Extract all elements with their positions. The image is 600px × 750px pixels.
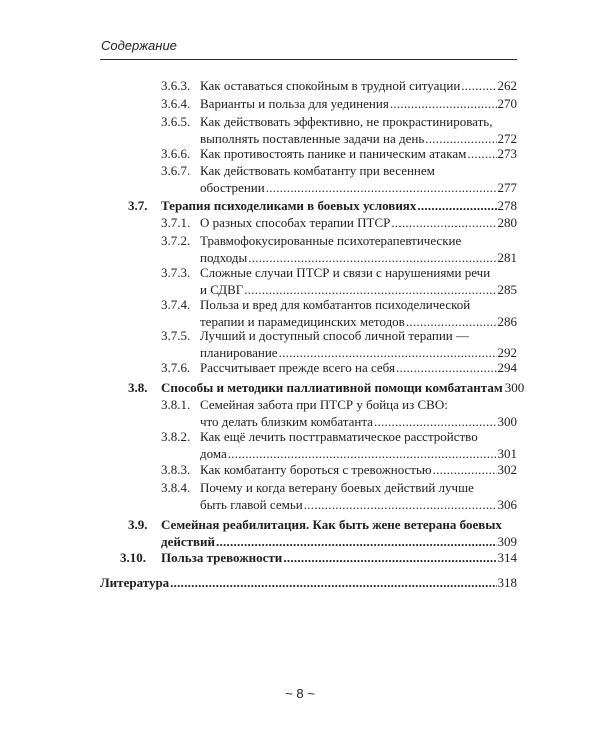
toc-entry-page: 285 [497,282,517,297]
toc-entry-number: 3.8.3. [161,462,191,477]
toc-section-page: 309 [497,534,517,549]
toc-entry-number: 3.6.6. [161,146,191,161]
toc-entry-title-line: Как действовать эффективно, не прокрастинировать, [200,114,493,129]
toc-entry-number: 3.7.1. [161,215,191,230]
toc-entry-number: 3.7.5. [161,328,191,343]
toc-entry-title: подходы [200,250,248,265]
header-rule [100,59,517,60]
toc-section-title: Польза тревожности [161,550,283,565]
toc-section-number: 3.8. [128,380,148,395]
leader-dots [216,533,497,550]
toc-section-title: Способы и методики паллиативной помощи комбатантам [161,380,503,395]
toc-section-number: 3.9. [128,517,148,532]
toc-entry-number: 3.6.3. [161,78,191,93]
toc-entry-title: дома [200,446,227,461]
leader-dots [461,77,496,94]
toc-entry-page: 292 [497,345,517,360]
toc-section-number: 3.7. [128,198,148,213]
toc-entry-title-line: Сложные случаи ПТСР и связи с нарушениями речи [200,265,491,280]
leader-dots [467,145,496,162]
toc-entry-title: Варианты и польза для уединения [200,96,389,111]
toc-entry-title-line: Почему и когда ветерану боевых действий лучше [200,480,474,495]
toc-entry-page: 286 [497,314,517,329]
running-header: Содержание [101,38,177,53]
toc-entry-title: что делать близким комбатанта [200,414,373,429]
leader-dots [304,496,497,513]
toc-entry-number: 3.8.1. [161,397,191,412]
toc-entry-page: 294 [497,360,517,375]
toc-entry-title-line: Польза и вред для комбатантов психоделической [200,297,471,312]
leader-dots [417,197,496,214]
leader-dots [228,445,497,462]
toc-entry-number: 3.6.7. [161,163,191,178]
toc-entry-number: 3.7.4. [161,297,191,312]
toc-section-page: 300 [504,380,525,395]
toc-entry-title-line: Семейная забота при ПТСР у бойца из СВО: [200,397,448,412]
toc-entry-number: 3.8.2. [161,429,191,444]
leader-dots [396,359,497,376]
toc-entry-title: планирование [200,345,278,360]
toc-entry-page: 306 [497,497,517,512]
toc-entry-title-line: Как ещё лечить посттравматическое расстройство [200,429,478,444]
toc-entry-title: быть главой семьи [200,497,303,512]
leader-dots [170,574,496,591]
toc-section-page: 314 [497,550,517,565]
toc-entry-page: 272 [497,131,517,146]
toc-entry-page: 281 [497,250,517,265]
leader-dots [266,179,497,196]
toc-entry-page: 277 [497,180,517,195]
toc-entry-number: 3.6.4. [161,96,191,111]
toc-entry-number: 3.6.5. [161,114,191,129]
toc-entry-title-line: Как действовать комбатанту при весеннем [200,163,435,178]
toc-entry-page: 273 [497,146,517,161]
toc-section-title: Терапия психоделиками в боевых условиях [161,198,417,213]
toc-entry-title: Как противостоять панике и паническим атакам [200,146,467,161]
toc-section-title: действий [161,534,215,549]
page-number: ~ 8 ~ [285,686,315,701]
leader-dots [391,214,496,231]
toc-section-number: 3.10. [120,550,146,565]
toc-entry-page: 270 [497,96,517,111]
toc-entry-page: 302 [497,462,517,477]
leader-dots [433,461,497,478]
toc-entry-title-line: Травмофокусированные психотерапевтические [200,233,462,248]
toc-entry-number: 3.7.3. [161,265,191,280]
toc-chapter-page: 318 [497,575,517,590]
toc-section-title-line: Семейная реабилитация. Как быть жене ветерана боевых [161,517,502,532]
toc-entry-title: обострении [200,180,265,195]
toc-entry-title: и СДВГ [200,282,244,297]
leader-dots [283,549,496,566]
toc-entry-page: 280 [497,215,517,230]
leader-dots [390,95,497,112]
toc-section-page: 278 [497,198,517,213]
toc-entry-title: Как оставаться спокойным в трудной ситуации [200,78,461,93]
toc-entry-number: 3.7.2. [161,233,191,248]
toc-entry-title: выполнять поставленные задачи на день [200,131,425,146]
toc-entry-title: О разных способах терапии ПТСР [200,215,391,230]
toc-entry-title: терапии и парамедицинских методов [200,314,405,329]
toc-entry-page: 301 [497,446,517,461]
toc-entry-page: 262 [497,78,517,93]
toc-entry-number: 3.8.4. [161,480,191,495]
toc-entry-title: Рассчитывает прежде всего на себя [200,360,395,375]
toc-entry-number: 3.7.6. [161,360,191,375]
toc-chapter-title: Литература [100,575,170,590]
toc-entry-title: Как комбатанту бороться с тревожностью [200,462,432,477]
toc-entry-page: 300 [497,414,517,429]
toc-entry-title-line: Лучший и доступный способ личной терапии — [200,328,469,343]
